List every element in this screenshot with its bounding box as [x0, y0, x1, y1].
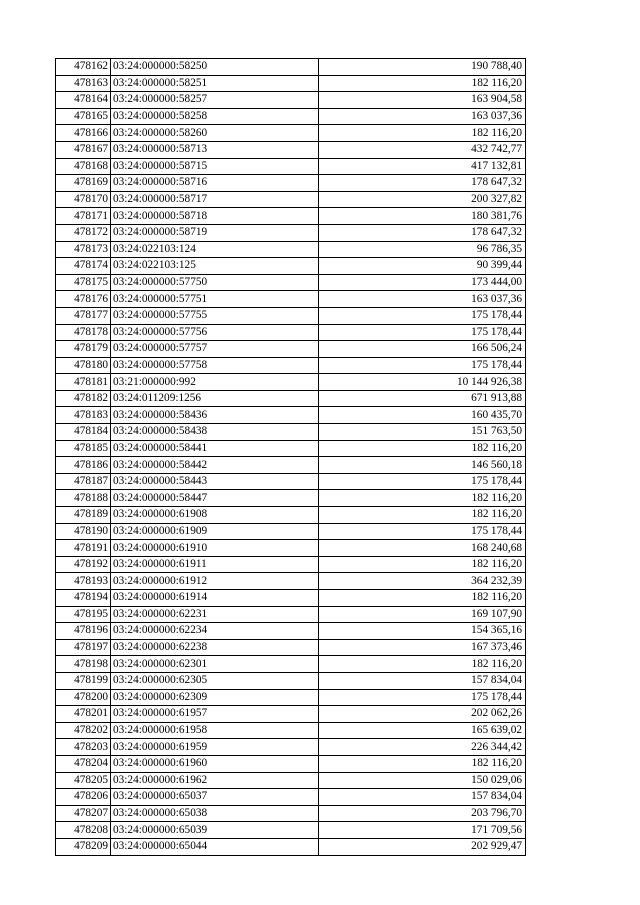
table-row — [56, 374, 526, 391]
row-number-cell: 478198 — [56, 656, 111, 673]
table-row — [56, 258, 526, 275]
cadastral-value-cell: 166 506,24 — [319, 341, 526, 358]
table-row — [56, 689, 526, 706]
row-number-cell: 478197 — [56, 639, 111, 656]
cadastral-number-cell: 03:24:000000:58257 — [111, 92, 319, 109]
row-number-cell: 478196 — [56, 623, 111, 640]
row-number-cell: 478163 — [56, 75, 111, 92]
table-row — [56, 755, 526, 772]
cadastral-number-cell: 03:24:000000:61910 — [111, 540, 319, 557]
cadastral-number-cell: 03:24:022103:124 — [111, 241, 319, 258]
table-row — [56, 175, 526, 192]
cadastral-number-cell: 03:24:000000:57758 — [111, 357, 319, 374]
table-row — [56, 805, 526, 822]
table-row — [56, 590, 526, 607]
table-row — [56, 838, 526, 855]
table-row — [56, 739, 526, 756]
cadastral-value-cell: 182 116,20 — [319, 755, 526, 772]
cadastral-number-cell: 03:24:000000:58438 — [111, 424, 319, 441]
cadastral-number-cell: 03:24:000000:61959 — [111, 739, 319, 756]
cadastral-number-cell: 03:24:000000:58716 — [111, 175, 319, 192]
table-row — [56, 324, 526, 341]
row-number-cell: 478172 — [56, 224, 111, 241]
table-row — [56, 722, 526, 739]
table-row — [56, 92, 526, 109]
row-number-cell: 478205 — [56, 772, 111, 789]
cadastral-number-cell: 03:24:000000:57755 — [111, 307, 319, 324]
cadastral-value-cell: 175 178,44 — [319, 307, 526, 324]
cadastral-number-cell: 03:24:022103:125 — [111, 258, 319, 275]
cadastral-number-cell: 03:24:000000:61909 — [111, 523, 319, 540]
cadastral-value-cell: 182 116,20 — [319, 590, 526, 607]
cadastral-value-cell: 226 344,42 — [319, 739, 526, 756]
table-row — [56, 706, 526, 723]
table-row — [56, 108, 526, 125]
cadastral-number-cell: 03:24:000000:62238 — [111, 639, 319, 656]
cadastral-value-cell: 364 232,39 — [319, 573, 526, 590]
cadastral-value-cell: 203 796,70 — [319, 805, 526, 822]
row-number-cell: 478199 — [56, 672, 111, 689]
cadastral-value-cell: 182 116,20 — [319, 490, 526, 507]
cadastral-value-table — [55, 58, 526, 856]
cadastral-number-cell: 03:24:000000:61962 — [111, 772, 319, 789]
table-row — [56, 191, 526, 208]
row-number-cell: 478166 — [56, 125, 111, 142]
table-row — [56, 523, 526, 540]
cadastral-number-cell: 03:24:000000:58250 — [111, 59, 319, 76]
cadastral-number-cell: 03:24:000000:58441 — [111, 440, 319, 457]
cadastral-value-cell: 163 904,58 — [319, 92, 526, 109]
cadastral-number-cell: 03:24:000000:62301 — [111, 656, 319, 673]
row-number-cell: 478167 — [56, 141, 111, 158]
row-number-cell: 478176 — [56, 291, 111, 308]
cadastral-number-cell: 03:24:000000:61912 — [111, 573, 319, 590]
cadastral-value-cell: 417 132,81 — [319, 158, 526, 175]
row-number-cell: 478190 — [56, 523, 111, 540]
table-row — [56, 556, 526, 573]
row-number-cell: 478179 — [56, 341, 111, 358]
cadastral-number-cell: 03:24:000000:58447 — [111, 490, 319, 507]
table-body — [56, 59, 526, 856]
cadastral-number-cell: 03:24:000000:61958 — [111, 722, 319, 739]
row-number-cell: 478191 — [56, 540, 111, 557]
cadastral-number-cell: 03:24:000000:61908 — [111, 507, 319, 524]
table-row — [56, 75, 526, 92]
cadastral-value-cell: 165 639,02 — [319, 722, 526, 739]
cadastral-number-cell: 03:24:000000:58436 — [111, 407, 319, 424]
table-row — [56, 307, 526, 324]
cadastral-value-cell: 173 444,00 — [319, 274, 526, 291]
cadastral-value-cell: 190 788,40 — [319, 59, 526, 76]
cadastral-number-cell: 03:24:000000:61960 — [111, 755, 319, 772]
cadastral-value-cell: 171 709,56 — [319, 822, 526, 839]
table-row — [56, 623, 526, 640]
row-number-cell: 478187 — [56, 473, 111, 490]
cadastral-value-cell: 150 029,06 — [319, 772, 526, 789]
cadastral-number-cell: 03:24:000000:58718 — [111, 208, 319, 225]
row-number-cell: 478185 — [56, 440, 111, 457]
row-number-cell: 478186 — [56, 457, 111, 474]
row-number-cell: 478193 — [56, 573, 111, 590]
table-row — [56, 341, 526, 358]
cadastral-value-cell: 151 763,50 — [319, 424, 526, 441]
row-number-cell: 478178 — [56, 324, 111, 341]
cadastral-value-cell: 169 107,90 — [319, 606, 526, 623]
row-number-cell: 478165 — [56, 108, 111, 125]
cadastral-value-cell: 175 178,44 — [319, 523, 526, 540]
cadastral-value-cell: 182 116,20 — [319, 440, 526, 457]
row-number-cell: 478177 — [56, 307, 111, 324]
row-number-cell: 478173 — [56, 241, 111, 258]
cadastral-value-cell: 175 178,44 — [319, 689, 526, 706]
cadastral-number-cell: 03:24:000000:57750 — [111, 274, 319, 291]
cadastral-value-cell: 10 144 926,38 — [319, 374, 526, 391]
table-row — [56, 274, 526, 291]
row-number-cell: 478188 — [56, 490, 111, 507]
cadastral-value-cell: 163 037,36 — [319, 291, 526, 308]
cadastral-value-cell: 157 834,04 — [319, 789, 526, 806]
cadastral-number-cell: 03:24:000000:58251 — [111, 75, 319, 92]
row-number-cell: 478180 — [56, 357, 111, 374]
table-row — [56, 224, 526, 241]
table-row — [56, 507, 526, 524]
row-number-cell: 478209 — [56, 838, 111, 855]
cadastral-value-cell: 96 786,35 — [319, 241, 526, 258]
cadastral-number-cell: 03:24:000000:62231 — [111, 606, 319, 623]
row-number-cell: 478194 — [56, 590, 111, 607]
cadastral-number-cell: 03:24:000000:65044 — [111, 838, 319, 855]
cadastral-number-cell: 03:24:000000:61957 — [111, 706, 319, 723]
cadastral-number-cell: 03:21:000000:992 — [111, 374, 319, 391]
cadastral-value-cell: 202 062,26 — [319, 706, 526, 723]
table-row — [56, 141, 526, 158]
cadastral-number-cell: 03:24:011209:1256 — [111, 390, 319, 407]
table-row — [56, 473, 526, 490]
cadastral-number-cell: 03:24:000000:58258 — [111, 108, 319, 125]
table-row — [56, 639, 526, 656]
cadastral-value-cell: 160 435,70 — [319, 407, 526, 424]
table-row — [56, 822, 526, 839]
cadastral-value-cell: 202 929,47 — [319, 838, 526, 855]
table-row — [56, 59, 526, 76]
table-row — [56, 440, 526, 457]
cadastral-value-cell: 154 365,16 — [319, 623, 526, 640]
row-number-cell: 478189 — [56, 507, 111, 524]
table-row — [56, 158, 526, 175]
table-row — [56, 208, 526, 225]
cadastral-number-cell: 03:24:000000:58443 — [111, 473, 319, 490]
cadastral-value-cell: 157 834,04 — [319, 672, 526, 689]
cadastral-value-cell: 200 327,82 — [319, 191, 526, 208]
row-number-cell: 478171 — [56, 208, 111, 225]
row-number-cell: 478208 — [56, 822, 111, 839]
cadastral-number-cell: 03:24:000000:57751 — [111, 291, 319, 308]
table-row — [56, 390, 526, 407]
cadastral-number-cell: 03:24:000000:57756 — [111, 324, 319, 341]
cadastral-value-cell: 671 913,88 — [319, 390, 526, 407]
cadastral-value-cell: 167 373,46 — [319, 639, 526, 656]
cadastral-value-cell: 182 116,20 — [319, 125, 526, 142]
cadastral-value-cell: 178 647,32 — [319, 175, 526, 192]
cadastral-number-cell: 03:24:000000:58715 — [111, 158, 319, 175]
row-number-cell: 478200 — [56, 689, 111, 706]
row-number-cell: 478164 — [56, 92, 111, 109]
cadastral-value-cell: 182 116,20 — [319, 656, 526, 673]
cadastral-number-cell: 03:24:000000:61911 — [111, 556, 319, 573]
cadastral-value-cell: 182 116,20 — [319, 507, 526, 524]
cadastral-number-cell: 03:24:000000:58713 — [111, 141, 319, 158]
cadastral-value-cell: 175 178,44 — [319, 324, 526, 341]
row-number-cell: 478181 — [56, 374, 111, 391]
cadastral-value-cell: 182 116,20 — [319, 75, 526, 92]
row-number-cell: 478168 — [56, 158, 111, 175]
row-number-cell: 478195 — [56, 606, 111, 623]
cadastral-value-cell: 163 037,36 — [319, 108, 526, 125]
table-row — [56, 291, 526, 308]
cadastral-value-cell: 90 399,44 — [319, 258, 526, 275]
table-row — [56, 457, 526, 474]
cadastral-number-cell: 03:24:000000:62305 — [111, 672, 319, 689]
table-row — [56, 490, 526, 507]
cadastral-number-cell: 03:24:000000:65037 — [111, 789, 319, 806]
table-row — [56, 125, 526, 142]
cadastral-number-cell: 03:24:000000:62309 — [111, 689, 319, 706]
table-row — [56, 357, 526, 374]
table-row — [56, 672, 526, 689]
cadastral-value-cell: 175 178,44 — [319, 473, 526, 490]
cadastral-number-cell: 03:24:000000:58260 — [111, 125, 319, 142]
cadastral-number-cell: 03:24:000000:58719 — [111, 224, 319, 241]
row-number-cell: 478207 — [56, 805, 111, 822]
cadastral-value-cell: 432 742,77 — [319, 141, 526, 158]
cadastral-value-cell: 175 178,44 — [319, 357, 526, 374]
row-number-cell: 478183 — [56, 407, 111, 424]
cadastral-number-cell: 03:24:000000:58442 — [111, 457, 319, 474]
row-number-cell: 478206 — [56, 789, 111, 806]
cadastral-number-cell: 03:24:000000:62234 — [111, 623, 319, 640]
table-row — [56, 424, 526, 441]
cadastral-number-cell: 03:24:000000:65039 — [111, 822, 319, 839]
row-number-cell: 478170 — [56, 191, 111, 208]
row-number-cell: 478169 — [56, 175, 111, 192]
cadastral-number-cell: 03:24:000000:65038 — [111, 805, 319, 822]
row-number-cell: 478175 — [56, 274, 111, 291]
row-number-cell: 478201 — [56, 706, 111, 723]
cadastral-number-cell: 03:24:000000:58717 — [111, 191, 319, 208]
table-row — [56, 573, 526, 590]
cadastral-value-cell: 180 381,76 — [319, 208, 526, 225]
row-number-cell: 478184 — [56, 424, 111, 441]
table-row — [56, 241, 526, 258]
cadastral-value-cell: 178 647,32 — [319, 224, 526, 241]
row-number-cell: 478182 — [56, 390, 111, 407]
table-row — [56, 656, 526, 673]
row-number-cell: 478162 — [56, 59, 111, 76]
table-row — [56, 540, 526, 557]
cadastral-number-cell: 03:24:000000:61914 — [111, 590, 319, 607]
table-row — [56, 789, 526, 806]
cadastral-number-cell: 03:24:000000:57757 — [111, 341, 319, 358]
row-number-cell: 478203 — [56, 739, 111, 756]
table-row — [56, 606, 526, 623]
row-number-cell: 478202 — [56, 722, 111, 739]
cadastral-value-cell: 168 240,68 — [319, 540, 526, 557]
table-row — [56, 772, 526, 789]
cadastral-value-cell: 146 560,18 — [319, 457, 526, 474]
row-number-cell: 478204 — [56, 755, 111, 772]
table-row — [56, 407, 526, 424]
row-number-cell: 478174 — [56, 258, 111, 275]
row-number-cell: 478192 — [56, 556, 111, 573]
cadastral-value-cell: 182 116,20 — [319, 556, 526, 573]
